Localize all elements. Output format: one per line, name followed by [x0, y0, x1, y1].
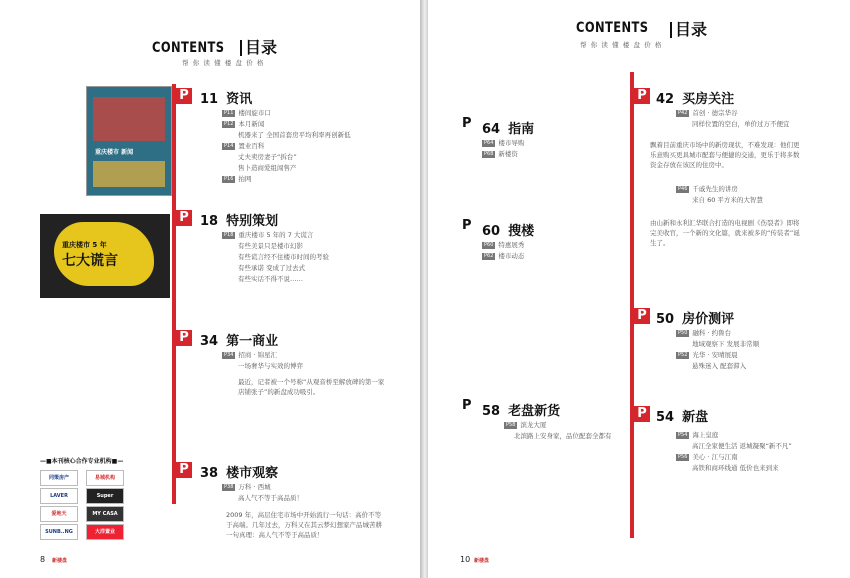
- section-price-review[interactable]: [656, 308, 734, 327]
- section-title: 搜楼: [508, 224, 535, 239]
- page-tag: P16: [224, 175, 234, 182]
- toc-item-text: 楼间旋市口: [238, 109, 271, 117]
- toc-item-text: 置业百科: [238, 142, 265, 150]
- page-gutter: [420, 0, 428, 578]
- section-title: 资讯: [226, 92, 253, 107]
- seven-lies-image: [40, 214, 170, 298]
- page-tag: P64: [484, 139, 494, 146]
- partners-title: —■本刊核心合作专业机构■—: [40, 458, 124, 465]
- section-focus-items: [676, 108, 790, 130]
- partner-logo: 易城机构: [86, 470, 124, 486]
- toc-item[interactable]: [482, 149, 524, 160]
- section-observation-desc: 2009 年，高层住宅市场中开始流行一句话：高价不等于高端。几年过去，万科又在其云梦幻想家产品城苦耕一句真理：高人气不等于高品质！: [226, 511, 382, 539]
- section-special-items: [222, 230, 329, 285]
- contents-title: CONTENTS: [576, 20, 649, 36]
- page-tag: P42: [678, 109, 688, 116]
- section-search-items: [482, 240, 524, 262]
- slogan: 帮你读懂楼盘价格: [580, 41, 666, 49]
- partner-logo: 大洋置业: [86, 524, 124, 540]
- page-tag: P38: [224, 483, 234, 490]
- toc-item[interactable]: [222, 482, 303, 493]
- toc-item[interactable]: [222, 230, 329, 241]
- toc-subitem: 有些实话不得不说……: [238, 275, 303, 283]
- toc-subitem: 有些承诺 变成了过去式: [238, 264, 306, 272]
- toc-item[interactable]: [222, 141, 351, 152]
- p-marker: P: [176, 330, 192, 346]
- partner-logo: LAVER: [40, 488, 78, 504]
- toc-subitem: 一场奢华与实效的博弈: [238, 362, 303, 370]
- section-focus-items-2: [676, 184, 763, 206]
- toc-item-text: 拍网: [238, 175, 252, 183]
- section-title: 楼市观察: [226, 466, 279, 481]
- toc-subitem: 高江全家便生活 返城凝聚“新不凡”: [692, 442, 792, 450]
- p-marker: P: [176, 88, 192, 104]
- toc-item-text: 首创 · 德宗华谷: [692, 109, 738, 117]
- p-marker: P: [634, 88, 650, 104]
- toc-item-text: 本月新闻: [238, 120, 265, 128]
- section-focus[interactable]: [656, 88, 734, 107]
- section-title: 老盘新货: [508, 404, 561, 419]
- toc-item[interactable]: [482, 251, 524, 262]
- page-tag: P52: [678, 351, 688, 358]
- splash-text-1: 重庆楼市 5 年: [62, 241, 107, 249]
- red-divider-bar: [630, 72, 634, 538]
- toc-item[interactable]: [482, 240, 524, 251]
- section-page: 60: [482, 224, 501, 239]
- mulu-title: 目录: [240, 40, 277, 56]
- section-guide[interactable]: [482, 118, 534, 137]
- page-tag: P34: [224, 351, 234, 358]
- section-title: 第一商业: [226, 334, 279, 349]
- toc-item[interactable]: [222, 350, 303, 361]
- page-tag: P50: [678, 329, 688, 336]
- section-page: 11: [200, 92, 219, 107]
- section-commercial-desc: 最近，记者被一个号称“从观音桥至解放碑的第一家店铺张子”的新盘成功吸引。: [238, 378, 385, 396]
- toc-item[interactable]: [504, 420, 612, 431]
- section-page: 34: [200, 334, 219, 349]
- section-page: 58: [482, 404, 501, 419]
- right-page: [428, 0, 850, 578]
- toc-item-text: 楼市导购: [498, 139, 525, 147]
- page-tag: P58: [506, 421, 516, 428]
- page-number: 8: [40, 555, 46, 564]
- p-marker: P: [462, 218, 472, 233]
- toc-item[interactable]: [676, 350, 759, 361]
- toc-item[interactable]: [222, 174, 351, 185]
- section-page: 38: [200, 466, 219, 481]
- page-tag: P56: [678, 453, 688, 460]
- toc-subitem: 高铁和商环线通 低价也来到来: [692, 464, 779, 472]
- page-tag: P68: [484, 150, 494, 157]
- toc-item[interactable]: [222, 108, 351, 119]
- section-title: 新盘: [682, 410, 709, 425]
- partner-logo: Super: [86, 488, 124, 504]
- section-title: 特别策划: [226, 214, 279, 229]
- section-special[interactable]: [200, 210, 278, 229]
- toc-subitem: 售卜造商爱组闯售产: [238, 164, 297, 172]
- p-marker: P: [462, 116, 472, 131]
- section-observation[interactable]: [200, 462, 278, 481]
- toc-item-text: 重庆楼市 5 年的 7 大谎言: [238, 231, 314, 239]
- toc-subitem: 有些美景只是楼市幻影: [238, 242, 303, 250]
- page-tag: P18: [224, 231, 234, 238]
- toc-item-text: 新楼资: [498, 150, 518, 158]
- toc-item[interactable]: [482, 138, 524, 149]
- toc-subitem: 机器来了 全国首套房平均利率再创新低: [238, 131, 351, 139]
- toc-subitem: 来自 60 平方米的大智慧: [692, 196, 763, 204]
- section-focus-desc: 飘着目前重庆市场中的新房现状，不难发现：他们更乐意购买更具城市配套与便捷的交通，更乐于将多数资金存放在该区的住房中。: [650, 141, 800, 169]
- page-tag: P54: [678, 431, 688, 438]
- section-focus-desc-2: 由山新和永利汇华联合打造的电视剧《伤裂者》即将完美收官，一个新的文化篇，就来被多的“传装者”诞生了。: [650, 219, 800, 247]
- toc-item-text: 楼市动态: [498, 252, 525, 260]
- section-old-new-items: [504, 420, 612, 442]
- left-page: [0, 0, 420, 578]
- toc-item-text: 万科 · 西城: [238, 483, 271, 491]
- toc-item[interactable]: [676, 452, 792, 463]
- section-guide-items: [482, 138, 524, 160]
- page-tag: P14: [224, 142, 234, 149]
- magazine-cover-text: 重庆楼市 新闻: [95, 149, 134, 156]
- toc-subitem: 北滨路上安身家，品位配套全都有: [514, 432, 612, 440]
- footer-brand: 新楼盘: [474, 558, 490, 564]
- section-news-items: [222, 108, 351, 185]
- toc-item-text: 美心 · 江与江南: [692, 453, 738, 461]
- section-new-projects[interactable]: [656, 406, 708, 425]
- toc-item-text: 滨龙大厦: [520, 421, 547, 429]
- toc-item[interactable]: [676, 184, 763, 195]
- red-divider-bar: [172, 84, 176, 504]
- toc-item[interactable]: [676, 430, 792, 441]
- toc-item-text: 特惠展秀: [498, 241, 525, 249]
- toc-item-text: 海上皇庭: [692, 431, 719, 439]
- footer-brand: 新楼盘: [52, 558, 68, 564]
- magazine-cover-block: [93, 97, 165, 141]
- toc-item[interactable]: [676, 328, 759, 339]
- page-number: 10: [460, 555, 471, 564]
- magazine-cover-image: [86, 86, 172, 196]
- page-tag: P60: [484, 241, 494, 248]
- toc-item[interactable]: [676, 108, 790, 119]
- slogan: 帮你读懂楼盘价格: [182, 59, 268, 67]
- section-page: 64: [482, 122, 501, 137]
- toc-item-text: 融科 · 约鲁台: [692, 329, 732, 337]
- page-tag: P11: [224, 109, 234, 116]
- page-tag: P62: [484, 252, 494, 259]
- section-commercial[interactable]: [200, 330, 278, 349]
- toc-subitem: 高人气不等于高品质！: [238, 494, 303, 502]
- p-marker: P: [462, 398, 472, 413]
- toc-subitem: 同样位置的空白，单价过万不便宜: [692, 120, 790, 128]
- toc-item[interactable]: [222, 119, 351, 130]
- section-title: 房价测评: [682, 312, 735, 327]
- section-page: 42: [656, 92, 675, 107]
- p-marker: P: [176, 210, 192, 226]
- section-title: 买房关注: [682, 92, 735, 107]
- toc-subitem: 地域观察下 发展非常顺: [692, 340, 760, 348]
- toc-item-text: 招商 · 锦星汇: [238, 351, 278, 359]
- toc-item-text: 千戚先生的讲房: [692, 185, 738, 193]
- section-price-review-items: [676, 328, 759, 372]
- splash-text-2: 七大谎言: [62, 253, 118, 269]
- page-tag: P46: [678, 185, 688, 192]
- partner-logo: MY CASA: [86, 506, 124, 522]
- section-title: 指南: [508, 122, 535, 137]
- p-marker: P: [176, 462, 192, 478]
- magazine-cover-block-2: [93, 161, 165, 187]
- page-tag: P12: [224, 120, 234, 127]
- toc-subitem: 悬殊迷入 配套滞入: [692, 362, 747, 370]
- contents-title: CONTENTS: [152, 40, 225, 56]
- section-page: 50: [656, 312, 675, 327]
- partner-logo: SUNB..NG: [40, 524, 78, 540]
- p-marker: P: [634, 308, 650, 324]
- partner-logo: 同策房产: [40, 470, 78, 486]
- toc-subitem: 丈夫卖房妻子“拆台”: [238, 153, 297, 161]
- mulu-title: 目录: [670, 22, 707, 38]
- section-news[interactable]: [200, 88, 252, 107]
- section-old-new[interactable]: [482, 400, 560, 419]
- toc-subitem: 有些谎言经不住楼市时间的考验: [238, 253, 329, 261]
- section-page: 18: [200, 214, 219, 229]
- section-page: 54: [656, 410, 675, 425]
- section-commercial-items: [222, 350, 303, 372]
- partner-logo: 爱地天: [40, 506, 78, 522]
- p-marker: P: [634, 406, 650, 422]
- section-search[interactable]: [482, 220, 534, 239]
- section-new-projects-items: [676, 430, 792, 474]
- toc-item-text: 光华 · 安晴展晨: [692, 351, 738, 359]
- section-observation-items: [222, 482, 303, 504]
